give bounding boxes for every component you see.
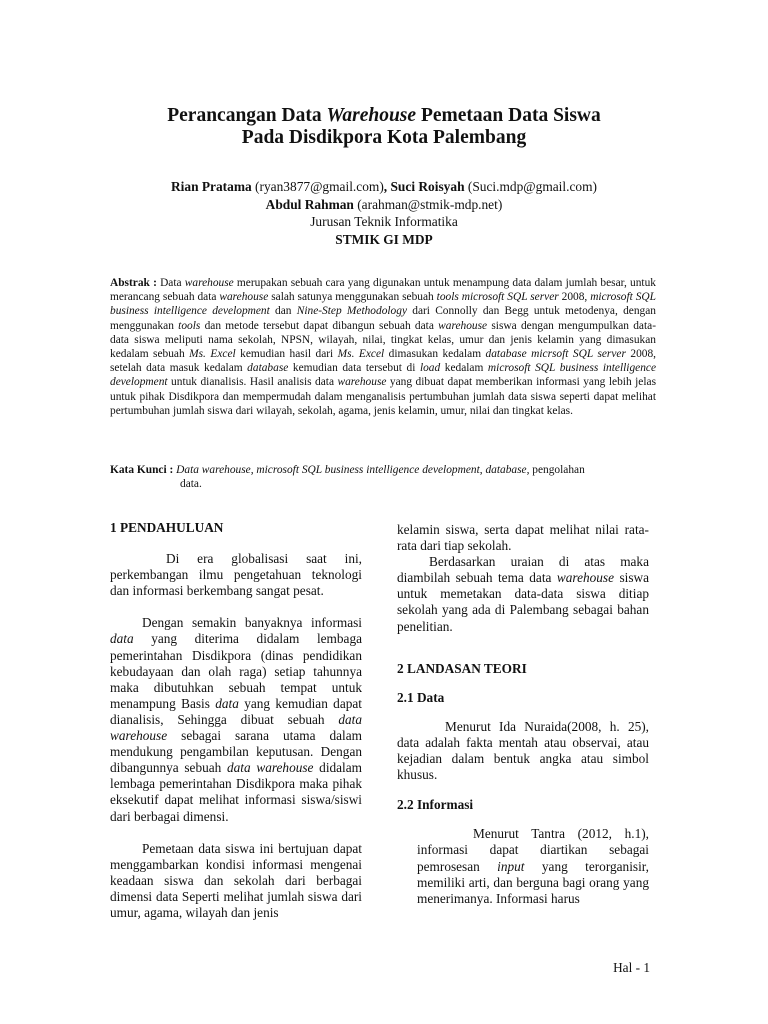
abstract-part: kedalam <box>440 362 488 375</box>
paragraph-part: yang terorganisir, memiliki arti, dan berguna bagi orang yang menerimanya. Informasi harus <box>417 858 649 906</box>
paragraph: kelamin siswa, serta dapat melihat nilai rata-rata dari tiap sekolah. <box>397 522 649 554</box>
page-number: Hal - 1 <box>613 960 650 975</box>
abstract-part: Data <box>156 277 185 289</box>
abstract-part: warehouse <box>184 277 234 289</box>
department: Jurusan Teknik Informatika <box>310 214 458 229</box>
abstract-part: microsoft SQL business intelligence development <box>110 362 657 389</box>
author-name: Suci Roisyah <box>390 179 465 194</box>
paragraph-part: data <box>215 695 239 711</box>
subsection-heading: 2.2 Informasi <box>397 797 474 813</box>
abstract-part: database <box>247 362 289 375</box>
paper-title: Perancangan Data Warehouse Pemetaan Data Siswa Pada Disdikpora Kota Palembang <box>167 105 601 148</box>
right-column <box>397 522 649 907</box>
institution: STMIK GI MDP <box>335 231 433 247</box>
paragraph-part: siswa untuk memetakan data-data siswa ditiap sekolah yang ada di Palembang sebagai bahan penelitian. <box>397 570 649 634</box>
paragraph <box>397 826 649 906</box>
abstract-part: 2008, setelah data masuk kedalam <box>110 348 656 375</box>
paragraph: Pemetaan data siswa ini bertujuan dapat menggambarkan kondisi informasi mengenai keadaan siswa dan sekolah dari berbagai dimensi data Seperti melihat jumlah siswa dari umur, agama, wilayah dan jenis <box>110 840 362 920</box>
paragraph-part: Menurut Tantra (2012, h.1), informasi dapat diartikan sebagai pemrosesan <box>417 826 649 874</box>
abstract-part: kemudian data tersebut di <box>288 362 420 375</box>
abstract-part: 2008, <box>558 291 591 304</box>
abstract-part: dan metode tersebut dapat dibangun sebuah data <box>200 319 439 332</box>
abstract-part: Ms. Excel <box>337 348 385 361</box>
paragraph-part: data warehouse <box>227 760 314 776</box>
subsection-heading: 2.1 Data <box>397 689 445 705</box>
abstract-part: warehouse <box>438 319 488 332</box>
title-line2: Pada Disdikpora Kota Palembang <box>241 127 527 148</box>
paragraph: Di era globalisasi saat ini, perkembangan ilmu pengetahuan teknologi dan informasi berkembang sangat pesat. <box>110 551 362 599</box>
keywords: Kata Kunci : Data warehouse, microsoft SQL business intelligence development, database, pengolahan data. <box>110 464 585 491</box>
title-italic: Warehouse <box>326 105 417 126</box>
section-heading: 1 PENDAHULUAN <box>110 520 224 535</box>
abstract-part: dimasukan kedalam <box>384 348 486 361</box>
author-name: Rian Pratama <box>170 179 252 194</box>
abstract-body <box>110 277 656 417</box>
abstract-label: Abstrak : <box>110 277 157 289</box>
paragraph-part: data warehouse <box>110 711 362 744</box>
paragraph-part: didalam lembaga pemerintahan Disdikpora maka pihak eksekutif dapat melihat informasi siswa/siswi dari berbagai dimensi. <box>110 760 362 824</box>
abstract-part: salah satunya menggunakan sebuah <box>268 291 437 304</box>
abstract-part: kemudian hasil dari <box>235 348 338 361</box>
paragraph-part: yang diterima didalam lembaga pemerintahan Disdikpora (dinas pendidikan kebudayaan dan olah raga) setiap tahunnya maka dibutuhkan sebuah tempat untuk menampung Basis <box>110 631 362 711</box>
paragraph <box>110 615 362 824</box>
abstract-part: Ms. Excel <box>189 348 236 361</box>
author-email: (Suci.mdp@gmail.com) <box>464 179 597 194</box>
author-email: (arahman@stmik-mdp.net) <box>353 196 503 212</box>
abstract-part: siswa dengan mengumpulkan data-data siswa meliputi nama sekolah, NPSN, wilayah, nilai, tingkat kelas, umur dan jenis kelamin yang dimasukan kedalam sebuah <box>110 319 656 361</box>
left-column <box>110 520 362 921</box>
abstract-part: Nine-Step Methodology <box>296 305 407 318</box>
abstract-part: dan <box>269 305 297 318</box>
paragraph-part: sebagai sarana utama dalam mendukung pengambilan keputusan. Dengan dibangunnya sebuah <box>110 728 362 776</box>
abstract-part: tools microsoft SQL server <box>436 291 559 304</box>
author-email: (ryan3877@gmail.com) <box>251 179 384 194</box>
abstract-part: yang dibuat dapat memberikan informasi yang lebih jelas untuk pihak Disdikpora dan mempermudah dalam menganalisis pertumbuhan jumlah data siswa seperti dapat melihat pertumbuhan jumlah siswa dari wilayah, sekolah, agama, jenis kelamin, umur, nilai dan tingkat kelas. <box>110 376 656 417</box>
abstract-part: merupakan sebuah cara yang digunakan untuk menampung data dalam jumlah besar, untuk merancang sebuah data <box>110 277 656 304</box>
paragraph-part: yang kemudian dapat dianalisis, Sehingga dibuat sebuah <box>110 695 362 727</box>
paragraph-part: warehouse <box>556 570 614 586</box>
paragraph-part: Dengan semakin banyaknya informasi <box>142 615 362 631</box>
abstract-part: dari Connolly dan Begg untuk metodenya, dengan menggunakan <box>110 305 656 332</box>
abstract-part: tools <box>178 319 201 332</box>
abstract-part: untuk dianalisis. Hasil analisis data <box>167 376 338 389</box>
keywords-label: Kata Kunci : <box>110 464 174 476</box>
paragraph-part: data <box>110 631 134 647</box>
paragraph: Menurut Ida Nuraida(2008, h. 25), data adalah fakta mentah atau observai, atau kejadian dalam bentuk angka atau simbol khusus. <box>397 718 649 783</box>
paragraph-part: Berdasarkan uraian di atas maka diambilah sebuah tema data <box>397 554 649 586</box>
abstract <box>110 276 656 418</box>
paragraph <box>397 554 649 634</box>
abstract-part: load <box>419 362 441 375</box>
abstract-part: database micrsoft SQL server <box>485 348 626 361</box>
abstract-part: microsoft SQL business intelligence development <box>110 291 656 318</box>
paragraph-part: input <box>497 858 525 874</box>
abstract-part: warehouse <box>337 376 387 389</box>
author-name: Abdul Rahman <box>265 196 354 212</box>
author-block: Rian Pratama (ryan3877@gmail.com), Suci Roisyah (Suci.mdp@gmail.com) Abdul Rahman (arahman@stmik-mdp.net) Jurusan Teknik Informatika STMIK GI MDP <box>170 179 597 247</box>
section-heading: 2 LANDASAN TEORI <box>397 660 527 676</box>
abstract-part: warehouse <box>219 291 269 304</box>
